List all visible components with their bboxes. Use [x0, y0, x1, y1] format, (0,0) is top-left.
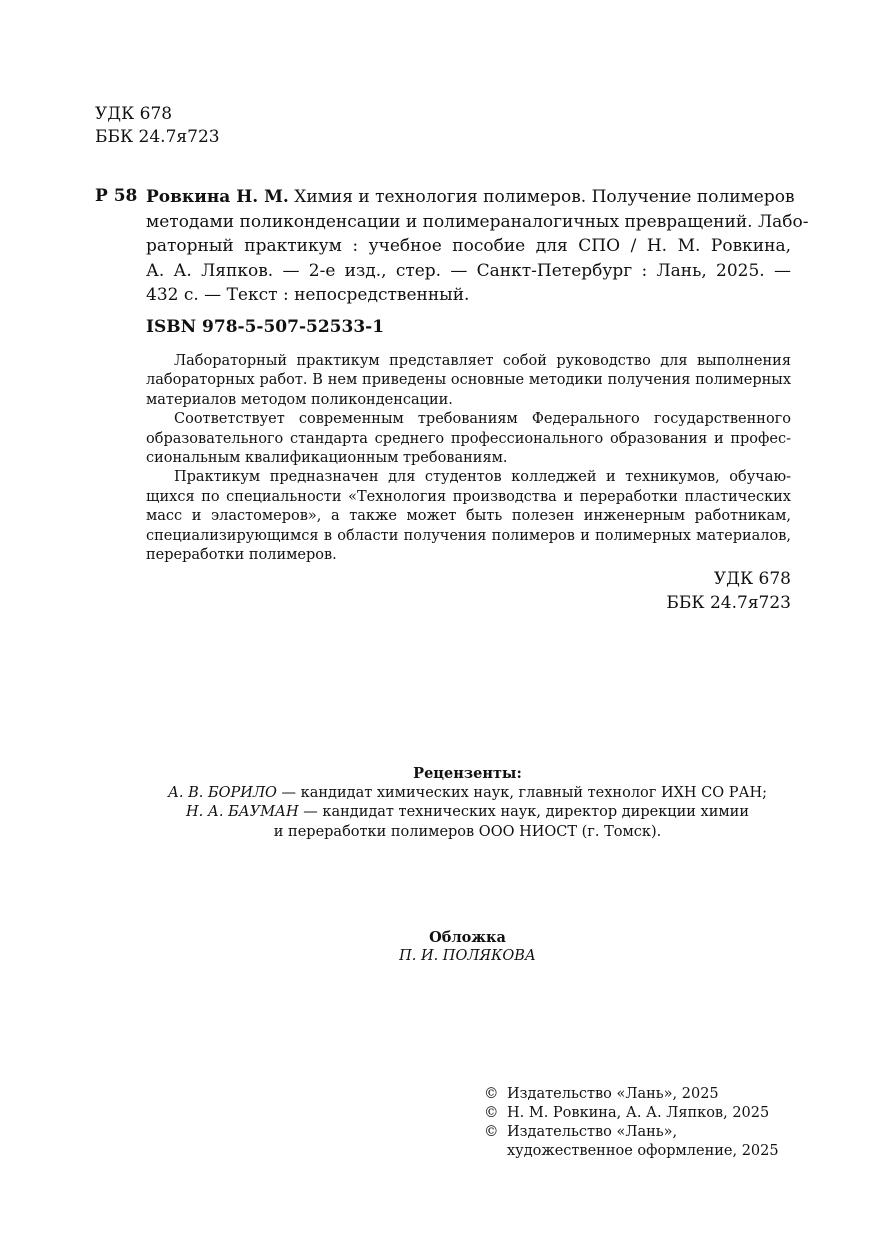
reviewer-name: А. В. БОРИЛО: [167, 784, 277, 801]
copyright-text: художественное оформление, 2025: [507, 1143, 779, 1159]
reviewers-title: Рецензенты:: [413, 765, 522, 782]
biblio-line: раторный практикум : учебное пособие для СПО / Н. М. Ровкина,: [146, 236, 791, 256]
abstract-line: сиональным квалификационным требованиям.: [146, 450, 508, 467]
copyright-text: Издательство «Лань», 2025: [507, 1086, 719, 1102]
abstract-line: переработки полимеров.: [146, 547, 337, 564]
abstract-line: специализирующимся в области получения полимеров и полимерных материалов,: [146, 527, 791, 544]
reviewer-info-cont: и переработки полимеров ООО НИОСТ (г. Томск).: [273, 823, 662, 840]
bibliographic-description: [146, 185, 809, 308]
copyright-line: [484, 1085, 779, 1104]
abstract-line: щихся по специальности «Технология производства и переработки пластических: [146, 488, 791, 505]
isbn: ISBN 978-5-507-52533-1: [146, 317, 385, 337]
reviewer-info: — кандидат технических наук, директор дирекции химии: [298, 804, 749, 820]
biblio-line: 432 с. — Текст : непосредственный.: [146, 285, 470, 305]
copyright-icon: ©: [484, 1124, 499, 1140]
author-sign: Р 58: [95, 186, 138, 206]
copyright-text: Издательство «Лань»,: [507, 1124, 678, 1140]
biblio-line: А. А. Ляпков. — 2-е изд., стер. — Санкт-Петербург : Лань, 2025. —: [146, 260, 791, 281]
biblio-author: Ровкина Н. М.: [146, 187, 289, 207]
udk-bbk-top: [95, 103, 220, 149]
udk-code: УДК 678: [95, 104, 173, 124]
cover-designer: П. И. ПОЛЯКОВА: [399, 948, 536, 964]
copyright-line: [484, 1104, 779, 1123]
abstract-line: Практикум предназначен для студентов колледжей и техникумов, обучаю-: [174, 469, 791, 486]
copyright-block: [484, 1085, 779, 1161]
reviewer-line: [60, 803, 875, 823]
reviewer-name: Н. А. БАУМАН: [186, 804, 299, 820]
bbk-code: ББК 24.7я723: [95, 127, 220, 147]
reviewer-info: — кандидат химических наук, главный технолог ИХН СО РАН;: [276, 784, 768, 801]
reviewer-line: [60, 784, 875, 804]
biblio-title: Химия и технология полимеров. Получение полимеров: [288, 187, 795, 207]
cover-credit: [60, 928, 875, 966]
biblio-line: методами поликонденсации и полимераналогичных превращений. Лабо-: [146, 211, 809, 232]
abstract-line: Лабораторный практикум представляет собой руководство для выполнения: [174, 353, 791, 369]
copyright-text: Н. М. Ровкина, А. А. Ляпков, 2025: [507, 1105, 770, 1121]
copyright-line: [484, 1123, 779, 1142]
udk-bbk-bottom: [666, 568, 791, 615]
reviewers: [60, 764, 875, 842]
bbk-code: ББК 24.7я723: [666, 592, 791, 613]
biblio-line: [146, 185, 795, 210]
abstract: [146, 352, 791, 565]
abstract-line: Соответствует современным требованиям Федерального государственного: [174, 411, 791, 428]
abstract-line: масс и эластомеров», а также может быть полезен инженерным работникам,: [146, 508, 791, 525]
abstract-line: лабораторных работ. В нем приведены основные методики получения полимерных: [146, 372, 791, 389]
cover-title: Обложка: [429, 929, 506, 946]
copyright-icon: ©: [484, 1105, 499, 1121]
abstract-line: материалов методом поликонденсации.: [146, 391, 453, 408]
copyright-line: [484, 1142, 779, 1161]
abstract-line: образовательного стандарта среднего профессионального образования и профес-: [146, 430, 791, 447]
udk-code: УДК 678: [713, 569, 791, 589]
copyright-icon: ©: [484, 1086, 499, 1102]
